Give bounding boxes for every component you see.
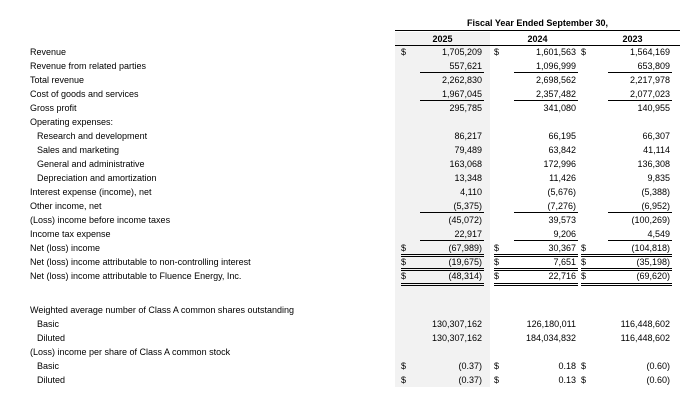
subtotal-rule [420,72,484,73]
cell-value: 30,367 [548,243,576,253]
cell-value: 341,080 [543,103,576,113]
cell-value: 130,307,162 [431,333,482,343]
cell-value: 86,217 [454,131,482,141]
row-label: Basic [37,361,60,371]
cell-value: 557,621 [449,61,482,71]
header-rule-bottom [395,45,680,46]
currency-symbol: $ [494,271,500,281]
row-label: Diluted [37,333,66,343]
cell-value: 2,698,562 [535,75,576,85]
cell-value: 11,426 [549,173,576,183]
cell-value: (7,276) [547,201,576,211]
cell-value: (48,314) [448,271,482,281]
cell-value: 41,114 [643,145,670,155]
cell-value: 130,307,162 [431,319,482,329]
subtotal-rule [514,100,578,101]
year-header-2025: 2025 [432,34,453,44]
subtotal-rule [514,72,578,73]
cell-value: 66,307 [642,131,670,141]
total-rule [401,283,484,286]
row-label: Interest expense (income), net [30,187,152,197]
subtotal-rule [608,72,672,73]
currency-symbol: $ [401,271,407,281]
row-label: Basic [37,319,60,329]
cell-value: 163,068 [449,159,482,169]
cell-value: 2,217,978 [629,75,670,85]
total-rule [401,268,484,271]
row-label: Total revenue [30,75,85,85]
cell-value: (35,198) [636,257,670,267]
subtotal-rule [608,212,672,213]
currency-symbol: $ [494,361,500,371]
cell-value: 2,262,830 [441,75,482,85]
cell-value: 79,489 [454,145,482,155]
cell-value: (69,620) [636,271,670,281]
row-label: Other income, net [30,201,102,211]
cell-value: (6,952) [641,201,670,211]
total-rule [494,268,578,271]
cell-value: 116,448,602 [620,333,670,343]
currency-symbol: $ [581,271,587,281]
cell-value: 13,348 [454,173,482,183]
cell-value: 2,077,023 [629,89,670,99]
row-label: Gross profit [30,103,77,113]
cell-value: 126,180,011 [526,319,576,329]
subtotal-rule [608,240,672,241]
currency-symbol: $ [401,47,407,57]
row-label: Weighted average number of Class A common shares outstanding [30,305,294,315]
row-label: (Loss) income before income taxes [30,215,171,225]
cell-value: 1,601,563 [535,47,576,57]
currency-symbol: $ [401,257,407,267]
cell-value: 9,206 [553,229,576,239]
cell-value: 63,842 [548,145,576,155]
row-label: Diluted [37,375,66,385]
cell-value: 9,835 [647,173,670,183]
currency-symbol: $ [494,47,500,57]
cell-value: (45,072) [448,215,482,225]
cell-value: 22,917 [454,229,482,239]
cell-value: (67,989) [448,243,482,253]
cell-value: (5,375) [453,201,482,211]
row-label: Revenue from related parties [30,61,147,71]
currency-symbol: $ [581,243,587,253]
cell-value: 116,448,602 [620,319,670,329]
subtotal-rule [608,100,672,101]
cell-value: (0.37) [458,361,482,371]
cell-value: 172,996 [543,159,576,169]
subtotal-rule [420,240,484,241]
cell-value: 39,573 [548,215,576,225]
period-title: Fiscal Year Ended September 30, [467,18,608,28]
cell-value: 295,785 [449,103,482,113]
row-label: (Loss) income per share of Class A common stock [30,347,231,357]
row-label: Net (loss) income [30,243,101,253]
total-rule [494,283,578,286]
subtotal-rule [514,240,578,241]
cell-value: (0.60) [646,361,670,371]
year-header-2024: 2024 [527,34,548,44]
cell-value: (100,269) [631,215,670,225]
cell-value: 1,096,999 [535,61,576,71]
cell-value: 0.13 [558,375,576,385]
row-label: Net (loss) income attributable to non-controlling interest [30,257,251,267]
cell-value: 7,651 [553,257,576,267]
cell-value: (0.60) [646,375,670,385]
currency-symbol: $ [581,375,587,385]
cell-value: 136,308 [637,159,670,169]
total-rule [494,254,578,257]
cell-value: (5,676) [547,187,576,197]
cell-value: 1,967,045 [441,89,482,99]
year-header-2023: 2023 [622,34,643,44]
cell-value: 140,955 [637,103,670,113]
cell-value: 1,705,209 [441,47,482,57]
row-label: Depreciation and amortization [37,173,157,183]
currency-symbol: $ [401,243,407,253]
row-label: Revenue [30,47,67,57]
total-rule [581,268,672,271]
row-label: Income tax expense [30,229,111,239]
subtotal-rule [420,212,484,213]
currency-symbol: $ [581,257,587,267]
row-label: Sales and marketing [37,145,120,155]
cell-value: (5,388) [641,187,670,197]
cell-value: 4,549 [647,229,670,239]
currency-symbol: $ [494,375,500,385]
currency-symbol: $ [494,243,500,253]
cell-value: (104,818) [631,243,670,253]
row-label: Net (loss) income attributable to Fluence Energy, Inc. [30,271,242,281]
currency-symbol: $ [494,257,500,267]
cell-value: (0.37) [458,375,482,385]
currency-symbol: $ [581,361,587,371]
currency-symbol: $ [581,47,587,57]
cell-value: 1,564,169 [629,47,670,57]
cell-value: 184,034,832 [525,333,576,343]
cell-value: 653,809 [637,61,670,71]
row-label: Operating expenses: [30,117,114,127]
cell-value: 22,716 [548,271,576,281]
total-rule [581,283,672,286]
currency-symbol: $ [401,361,407,371]
header-rule-top [395,30,680,31]
row-label: Research and development [37,131,148,141]
currency-symbol: $ [401,375,407,385]
cell-value: 2,357,482 [535,89,576,99]
total-rule [581,254,672,257]
subtotal-rule [514,212,578,213]
total-rule [401,254,484,257]
row-label: General and administrative [37,159,145,169]
cell-value: 66,195 [548,131,576,141]
cell-value: (19,675) [448,257,482,267]
cell-value: 4,110 [460,187,482,197]
row-label: Cost of goods and services [30,89,139,99]
cell-value: 0.18 [558,361,576,371]
subtotal-rule [420,100,484,101]
